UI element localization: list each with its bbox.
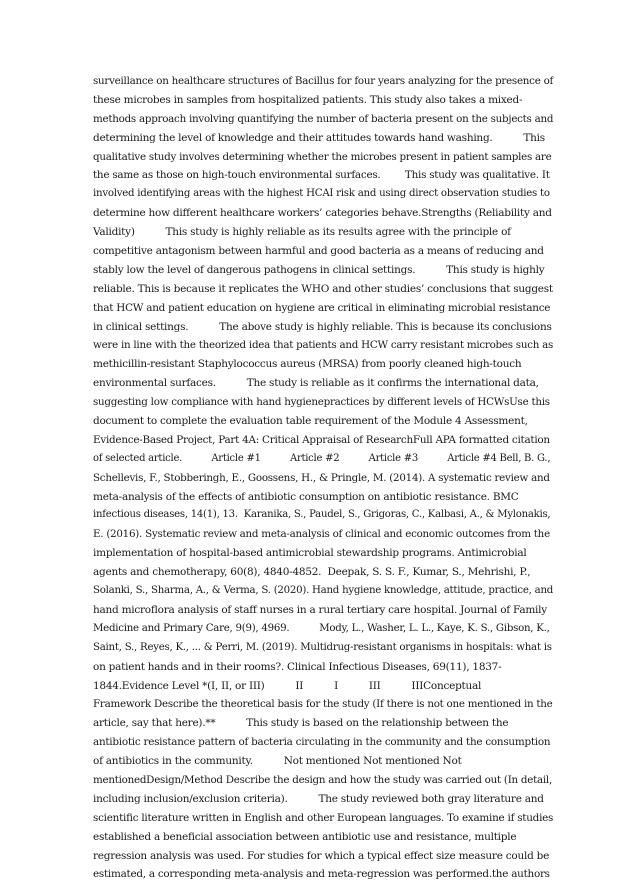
text-line: meta-analysis of the effects of antibiotic consumption on antibiotic resistance. BMC <box>93 490 519 503</box>
text-line: Evidence-Based Project, Part 4A: Critical Appraisal of ResearchFull APA formatted citation <box>93 433 550 446</box>
text-line: qualitative study involves determining whether the microbes present in patient samples are <box>93 150 552 163</box>
text-line: mentionedDesign/Method Describe the design and how the study was carried out (In detail, <box>93 773 552 786</box>
text-line: Medicine and Primary Care, 9(9), 4969. Mody, L., Washer, L. L., Kaye, K. S., Gibson, K., <box>93 622 550 634</box>
text-line: infectious diseases, 14(1), 13. Karanika, S., Paudel, S., Grigoras, C., Kalbasi, A., & Mylonakis, <box>93 509 551 521</box>
text-line: suggesting low compliance with hand hygienepractices by different levels of HCWsUse this <box>93 396 550 409</box>
text-line: E. (2016). Systematic review and meta-analysis of clinical and economic outcomes from the <box>93 528 550 541</box>
text-line: 1844.Evidence Level *(I, II, or III) II I III IIIConceptual <box>93 679 482 692</box>
text-line: involved identifying areas with the highest HCAI risk and using direct observation studies to <box>93 188 550 200</box>
text-line: of selected article. Article #1 Article #2 Article #3 Article #4 Bell, B. G., <box>93 452 551 464</box>
text-line: Validity) This study is highly reliable as its results agree with the principle of <box>93 226 511 239</box>
text-line: surveillance on healthcare structures of Bacillus for four years analyzing for the presence of <box>93 75 554 87</box>
text-line: Saint, S., Reyes, K., ... & Perri, M. (2019). Multidrug-resistant organisms in hospitals: what is <box>93 641 552 653</box>
text-line: estimated, a corresponding meta-analysis and meta-regression was performed.the authors <box>93 868 550 881</box>
text-line: reliable. This is because it replicates the WHO and other studies’ conclusions that suggest <box>93 282 553 295</box>
text-line: agents and chemotherapy, 60(8), 4840-4852. Deepak, S. S. F., Kumar, S., Mehrishi, P., <box>93 566 531 579</box>
text-line: on patient hands and in their rooms?. Clinical Infectious Diseases, 69(11), 1837- <box>93 660 502 673</box>
text-line: regression analysis was used. For studies for which a typical effect size measure could be <box>93 849 550 862</box>
text-line: determine how different healthcare workers’ categories behave.Strengths (Reliability and <box>93 207 552 220</box>
text-line: methods approach involving quantifying the number of bacteria present on the subjects and <box>93 112 554 125</box>
text-line: Solanki, S., Sharma, A., & Verma, S. (2020). Hand hygiene knowledge, attitude, practice, and <box>93 585 554 597</box>
text-line: were in line with the theorized idea that patients and HCW carry resistant microbes such as <box>93 339 554 352</box>
text-line: established a beneficial association between antibiotic use and resistance, multiple <box>93 830 517 843</box>
text-line: hand microflora analysis of staff nurses in a rural tertiary care hospital. Journal of Family <box>93 603 547 616</box>
text-line: stably low the level of dangerous pathogens in clinical settings. This study is highly <box>93 263 545 276</box>
text-line: Framework Describe the theoretical basis for the study (If there is not one mentioned in the <box>93 698 553 711</box>
text-line: Schellevis, F., Stobberingh, E., Goossens, H., & Pringle, M. (2014). A systematic review and <box>93 471 550 484</box>
text-line: these microbes in samples from hospitalized patients. This study also takes a mixed- <box>93 93 523 106</box>
text-line: of antibiotics in the community. Not mentioned Not mentioned Not <box>93 755 462 768</box>
text-line: in clinical settings. The above study is highly reliable. This is because its conclusions <box>93 320 552 333</box>
text-line: that HCW and patient education on hygiene are critical in eliminating microbial resistance <box>93 301 551 314</box>
text-line: including inclusion/exclusion criteria). The study reviewed both gray literature and <box>93 792 544 805</box>
text-line: implementation of hospital-based antimicrobial stewardship programs. Antimicrobial <box>93 547 527 560</box>
text-line: article, say that here).** This study is based on the relationship between the <box>93 717 509 730</box>
text-line: determining the level of knowledge and their attitudes towards hand washing. This <box>93 131 545 144</box>
text-line: the same as those on high-touch environmental surfaces. This study was qualitative. It <box>93 169 550 182</box>
text-line: environmental surfaces. The study is reliable as it confirms the international data, <box>93 377 539 390</box>
text-line: antibiotic resistance pattern of bacteria circulating in the community and the consumption <box>93 736 551 749</box>
text-line: competitive antagonism between harmful and good bacteria as a means of reducing and <box>93 245 544 258</box>
text-line: document to complete the evaluation table requirement of the Module 4 Assessment, <box>93 415 528 428</box>
body-text <box>93 72 553 884</box>
text-line: methicillin-resistant Staphylococcus aureus (MRSA) from poorly cleaned high-touch <box>93 358 522 371</box>
text-line: scientific literature written in English and other European languages. To examine if studies <box>93 811 554 824</box>
